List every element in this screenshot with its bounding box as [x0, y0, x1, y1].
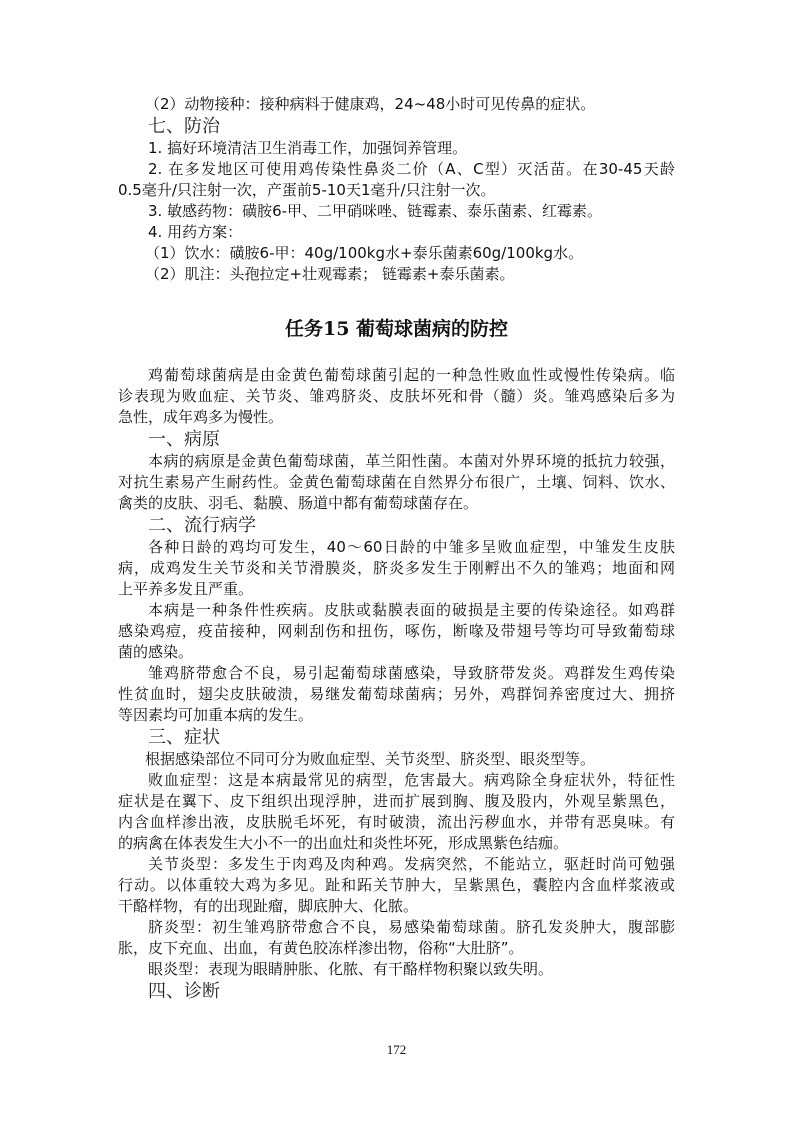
chapter-title: 任务15 葡萄球菌病的防控 — [284, 318, 509, 340]
text-line: 败血症型：这是本病最常见的病型，危害最大。病鸡除全身症状外，特征性 — [148, 771, 675, 789]
text-line: 禽类的皮肤、羽毛、黏膜、肠道中都有葡萄球菌存在。 — [118, 494, 479, 512]
text-line: 症状是在翼下、皮下组织出现浮肿，进而扩展到胸、腹及股内，外观呈紫黑色， — [118, 792, 675, 810]
text-line: 急性，成年鸡多为慢性。 — [118, 408, 284, 426]
text-line: （1）饮水：磺胺6-甲：40g/100kg水+泰乐菌素60g/100kg水。 — [145, 244, 584, 262]
text-line: 干酪样物，有的出现趾瘤，脚底肿大、化脓。 — [118, 897, 419, 915]
text-line: 行动。以体重较大鸡为多见。趾和跖关节肿大，呈紫黑色，囊腔内含血样浆液或 — [118, 876, 675, 894]
section-heading: 七、防治 — [148, 116, 220, 137]
text-line: 病，成鸡发生关节炎和关节滑膜炎，脐炎多发生于刚孵出不久的雏鸡；地面和网 — [118, 559, 675, 577]
text-line: 雏鸡脐带愈合不良，易引起葡萄球菌感染，导致脐带发炎。鸡群发生鸡传染 — [148, 664, 675, 682]
text-line: 性贫血时，翅尖皮肤破溃，易继发葡萄球菌病；另外，鸡群饲养密度过大、拥挤 — [118, 685, 675, 703]
text-line: 眼炎型：表现为眼睛肿胀、化脓、有干酪样物积聚以致失明。 — [148, 960, 554, 978]
text-line: 鸡葡萄球菌病是由金黄色葡萄球菌引起的一种急性败血性或慢性传染病。临 — [148, 366, 675, 384]
text-line: 各种日龄的鸡均可发生，40～60日龄的中雏多呈败血症型，中雏发生皮肤 — [148, 538, 675, 556]
text-line: 感染鸡痘，疫苗接种，网刺刮伤和扭伤，啄伤，断喙及带翅号等均可导致葡萄球 — [118, 622, 675, 640]
text-line: 的病禽在体表发生大小不一的出血灶和炎性坏死，形成黑紫色结痂。 — [118, 834, 569, 852]
text-line: 胀，皮下充血、出血，有黄色胶冻样渗出物，俗称“大肚脐”。 — [118, 939, 524, 957]
text-line: （2）动物接种：接种病料于健康鸡，24~48小时可见传鼻的症状。 — [145, 95, 596, 113]
text-line: 内含血样渗出液，皮肤脱毛坏死，有时破溃，流出污秽血水，并带有恶臭味。有 — [118, 813, 675, 831]
text-line: 脐炎型：初生雏鸡脐带愈合不良，易感染葡萄球菌。脐孔发炎肿大，腹部膨 — [148, 918, 675, 936]
document-body — [118, 94, 675, 1003]
section-heading: 二、流行病学 — [148, 515, 256, 536]
text-line: 本病是一种条件性疾病。皮肤或黏膜表面的破损是主要的传染途径。如鸡群 — [148, 601, 675, 619]
text-line: 2. 在多发地区可使用鸡传染性鼻炎二价（A、C型）灭活苗。在30-45天龄 — [148, 160, 675, 178]
page-number: 172 — [386, 1042, 407, 1057]
text-line: 根据感染部位不同可分为败血症型、关节炎型、脐炎型、眼炎型等。 — [145, 750, 596, 768]
section-heading: 三、症状 — [148, 727, 220, 748]
text-line: 1. 搞好环境清洁卫生消毒工作，加强饲养管理。 — [148, 139, 468, 157]
text-line: 关节炎型：多发生于肉鸡及肉种鸡。发病突然，不能站立，驱赶时尚可勉强 — [148, 855, 675, 873]
section-heading: 四、诊断 — [148, 981, 220, 1002]
text-line: 诊表现为败血症、关节炎、雏鸡脐炎、皮肤坏死和骨（髓）炎。雏鸡感染后多为 — [118, 387, 675, 405]
text-line: 3. 敏感药物：磺胺6-甲、二甲硝咪唑、链霉素、泰乐菌素、红霉素。 — [148, 202, 603, 220]
text-line: （2）肌注：头孢拉定+壮观霉素； 链霉素+泰乐菌素。 — [145, 265, 515, 283]
text-line: 菌的感染。 — [118, 643, 194, 661]
text-line: 上平养多发且严重。 — [118, 580, 254, 598]
text-line: 对抗生素易产生耐药性。金黄色葡萄球菌在自然界分布很广，土壤、饲料、饮水、 — [118, 473, 675, 491]
section-heading: 一、病原 — [148, 429, 220, 450]
text-line: 4. 用药方案： — [148, 223, 243, 241]
text-line: 等因素均可加重本病的发生。 — [118, 706, 314, 724]
text-line: 本病的病原是金黄色葡萄球菌，革兰阳性菌。本菌对外界环境的抵抗力较强， — [148, 452, 675, 470]
text-line: 0.5毫升/只注射一次，产蛋前5-10天1毫升/只注射一次。 — [118, 181, 496, 199]
